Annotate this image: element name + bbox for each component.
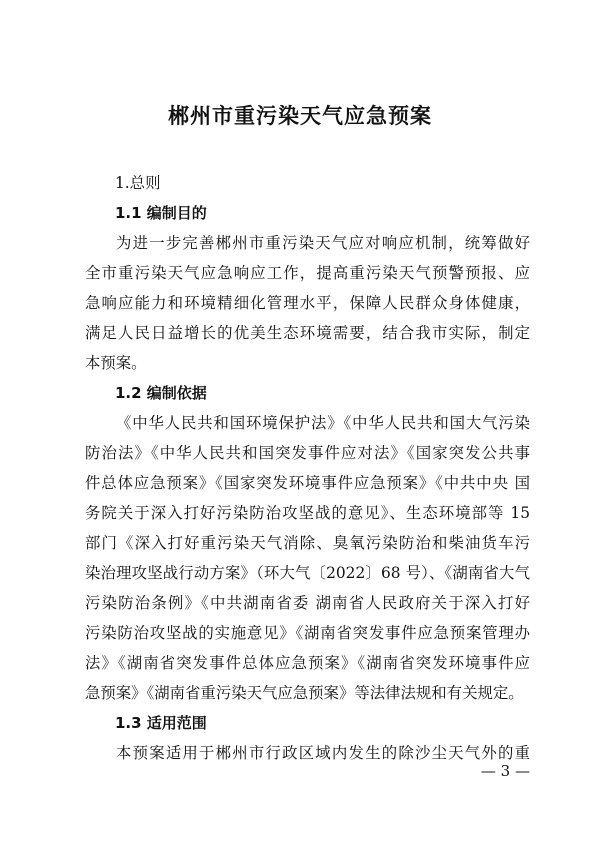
paragraph-line: 急预案》《湖南省重污染天气应急预案》等法律法规和有关规定。 bbox=[85, 684, 524, 702]
paragraph-line: 本预案。 bbox=[85, 354, 147, 372]
section-heading-1-3: 1.3 适用范围 bbox=[115, 714, 207, 732]
paragraph-line: 急响应能力和环境精细化管理水平，保障人民群众身体健康， bbox=[85, 294, 530, 312]
page-number: — 3 — bbox=[480, 762, 530, 780]
paragraph-line: 污染防治条例》《中共湖南省委 湖南省人民政府关于深入打好 bbox=[85, 594, 530, 612]
document-title: 郴州市重污染天气应急预案 bbox=[168, 104, 432, 128]
paragraph-line: 污染防治攻坚战的实施意见》《湖南省突发事件应急预案管理办 bbox=[85, 624, 530, 642]
paragraph-line: 件总体应急预案》《国家突发环境事件应急预案》《中共中央 国 bbox=[85, 474, 530, 492]
paragraph-line: 本预案适用于郴州市行政区域内发生的除沙尘天气外的重 bbox=[116, 744, 530, 762]
paragraph-purpose bbox=[85, 228, 530, 378]
paragraph-line: 为进一步完善郴州市重污染天气应对响应机制，统筹做好 bbox=[116, 234, 530, 252]
paragraph-line: 法》《湖南省突发事件总体应急预案》《湖南省突发环境事件应 bbox=[85, 654, 530, 672]
paragraph-line: 防治法》《中华人民共和国突发事件应对法》《国家突发公共事 bbox=[85, 444, 530, 462]
paragraph-line: 满足人民日益增长的优美生态环境需要，结合我市实际，制定 bbox=[85, 324, 530, 342]
paragraph-line: 《中华人民共和国环境保护法》《中华人民共和国大气污染 bbox=[116, 414, 530, 432]
document-body bbox=[85, 168, 530, 768]
paragraph-line: 部门《深入打好重污染天气消除、臭氧污染防治和柴油货车污 bbox=[85, 534, 530, 552]
section-heading-1: 1.总则 bbox=[115, 174, 161, 192]
section-heading-1-1: 1.1 编制目的 bbox=[115, 204, 207, 222]
paragraph-basis bbox=[85, 408, 530, 708]
paragraph-line: 染治理攻坚战行动方案》（环大气〔2022〕68 号）、《湖南省大气 bbox=[85, 564, 530, 582]
paragraph-line: 务院关于深入打好污染防治攻坚战的意见》、生态环境部等 15 bbox=[85, 504, 530, 522]
paragraph-line: 全市重污染天气应急响应工作，提高重污染天气预警预报、应 bbox=[85, 264, 530, 282]
section-heading-1-2: 1.2 编制依据 bbox=[115, 384, 207, 402]
paragraph-scope bbox=[85, 738, 530, 768]
